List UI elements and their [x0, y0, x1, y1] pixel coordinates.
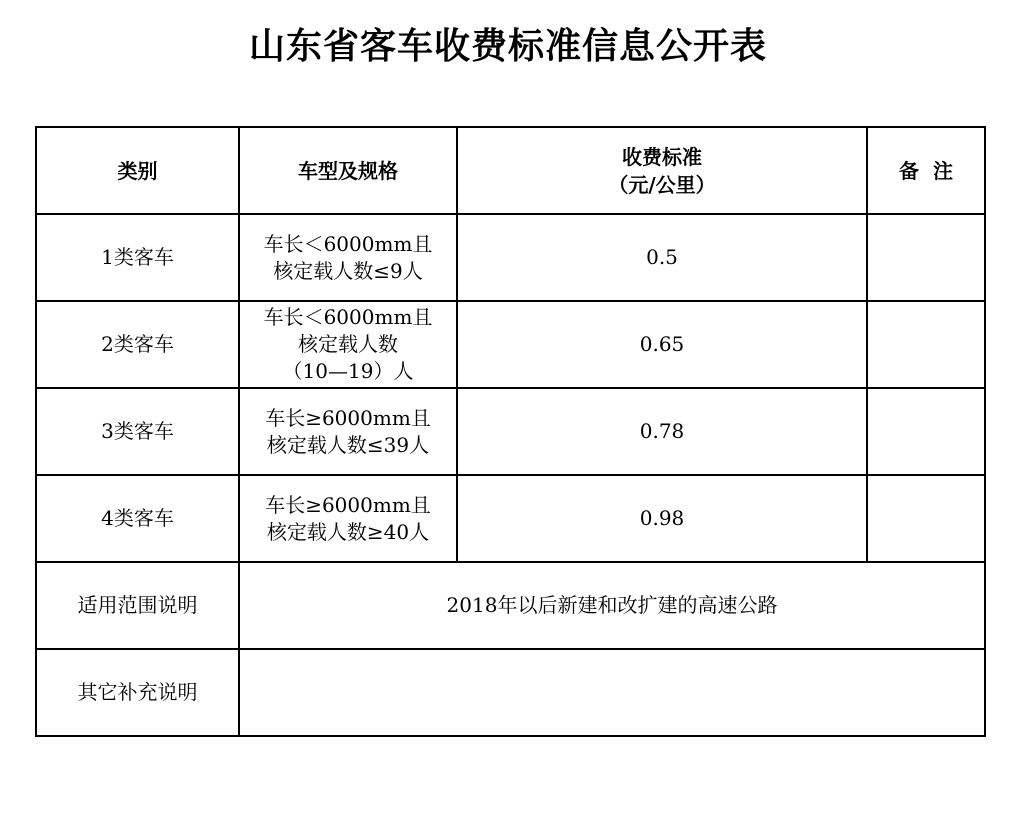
supplement-label: 其它补充说明 [36, 649, 239, 736]
spec-line: 核定载人数≤9人 [273, 258, 423, 283]
supplement-value [239, 649, 985, 736]
table-row [36, 388, 985, 475]
spec-line: （10—19）人 [282, 359, 414, 383]
header-category: 类别 [36, 127, 239, 214]
row-fee: 0.65 [457, 301, 867, 388]
spec-line: 核定载人数≤39人 [266, 432, 430, 457]
row-remarks [867, 301, 985, 388]
row-category: 1类客车 [36, 214, 239, 301]
table-row [36, 301, 985, 388]
row-fee: 0.5 [457, 214, 867, 301]
table-header-row [36, 127, 985, 214]
spec-line: 核定载人数 [298, 332, 398, 356]
row-spec [239, 214, 457, 301]
scope-label: 适用范围说明 [36, 562, 239, 649]
header-remarks: 备 注 [867, 127, 985, 214]
row-category: 2类客车 [36, 301, 239, 388]
spec-line: 车长≥6000mm且 [265, 492, 431, 517]
supplement-row [36, 649, 985, 736]
header-vehicle-type: 车型及规格 [239, 127, 457, 214]
table-row [36, 475, 985, 562]
scope-row [36, 562, 985, 649]
row-remarks [867, 214, 985, 301]
spec-line: 车长＜6000mm且 [263, 305, 433, 329]
spec-line: 核定载人数≥40人 [266, 519, 430, 544]
fee-standard-table [35, 126, 986, 737]
header-fee-line1: 收费标准 [622, 144, 702, 169]
table-row [36, 214, 985, 301]
spec-line: 车长＜6000mm且 [263, 231, 433, 256]
spec-line: 车长≥6000mm且 [265, 405, 431, 430]
row-fee: 0.78 [457, 388, 867, 475]
row-spec [239, 475, 457, 562]
row-remarks [867, 388, 985, 475]
row-fee: 0.98 [457, 475, 867, 562]
row-spec [239, 388, 457, 475]
header-fee-line2: （元/公里） [608, 172, 716, 197]
page-title: 山东省客车收费标准信息公开表 [248, 25, 767, 67]
row-category: 3类客车 [36, 388, 239, 475]
row-category: 4类客车 [36, 475, 239, 562]
row-spec [239, 301, 457, 388]
header-fee-standard [457, 127, 867, 214]
scope-value: 2018年以后新建和改扩建的高速公路 [239, 562, 985, 649]
row-remarks [867, 475, 985, 562]
